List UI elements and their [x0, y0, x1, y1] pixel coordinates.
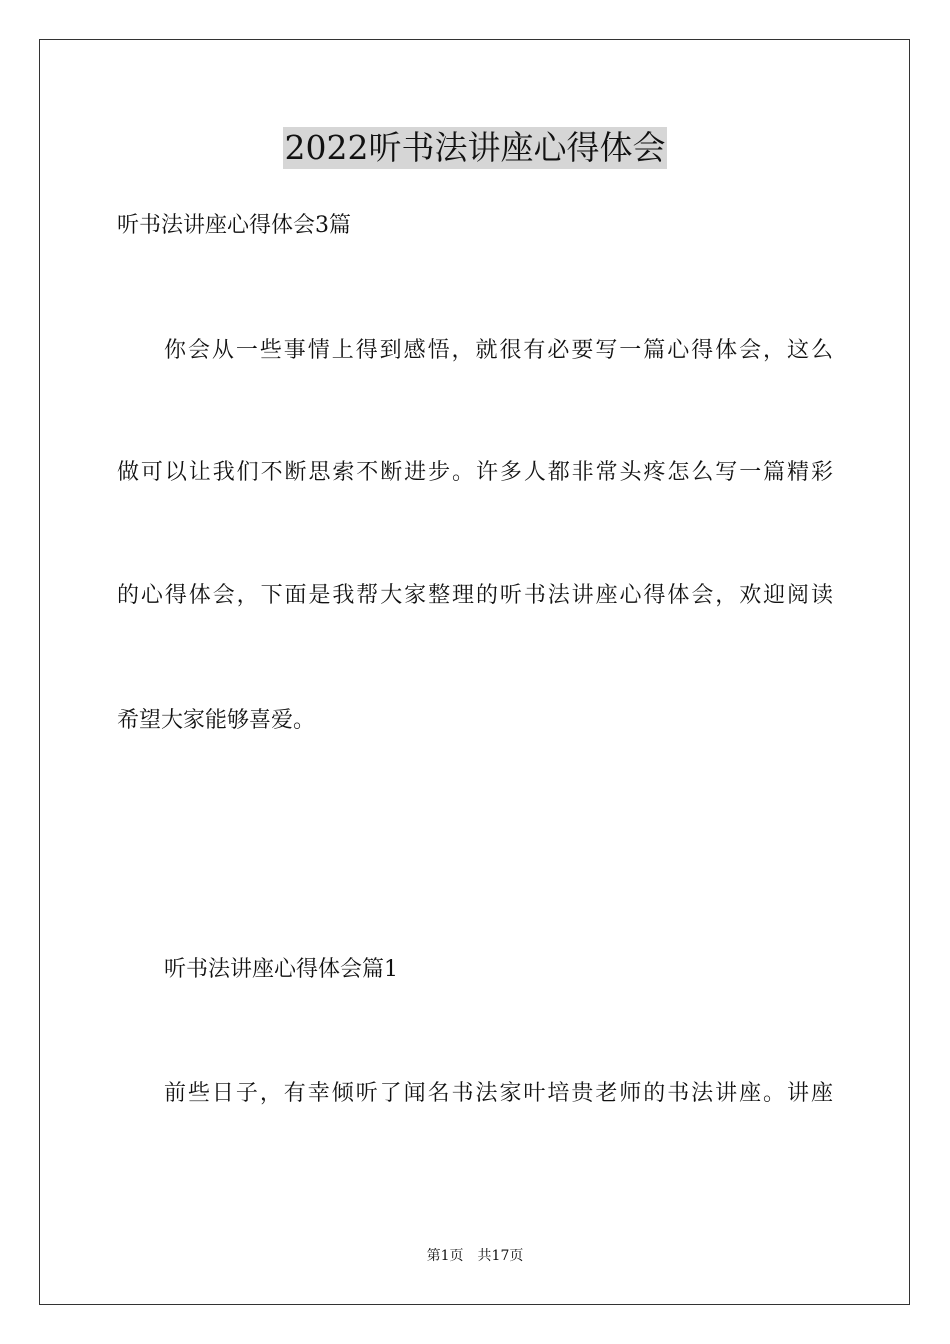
- intro-paragraph-line-1: 你会从一些事情上得到感悟，就很有必要写一篇心得体会，这么: [164, 338, 833, 363]
- page-total: 共17页: [477, 1248, 524, 1264]
- title-container: [0, 127, 950, 169]
- document-subtitle: 听书法讲座心得体会3篇: [117, 213, 351, 238]
- body-paragraph-line-1: 前些日子，有幸倾听了闻名书法家叶培贵老师的书法讲座。讲座: [164, 1081, 833, 1106]
- page-number: 第1页: [426, 1248, 464, 1264]
- page-footer: [0, 1247, 950, 1265]
- intro-paragraph-line-3: 的心得体会，下面是我帮大家整理的听书法讲座心得体会，欢迎阅读: [117, 583, 833, 608]
- intro-paragraph-line-4: 希望大家能够喜爱。: [117, 708, 316, 733]
- section-heading: 听书法讲座心得体会篇1: [164, 957, 398, 982]
- intro-paragraph-line-2: 做可以让我们不断思索不断进步。许多人都非常头疼怎么写一篇精彩: [117, 460, 833, 485]
- document-title: 2022听书法讲座心得体会: [284, 128, 666, 167]
